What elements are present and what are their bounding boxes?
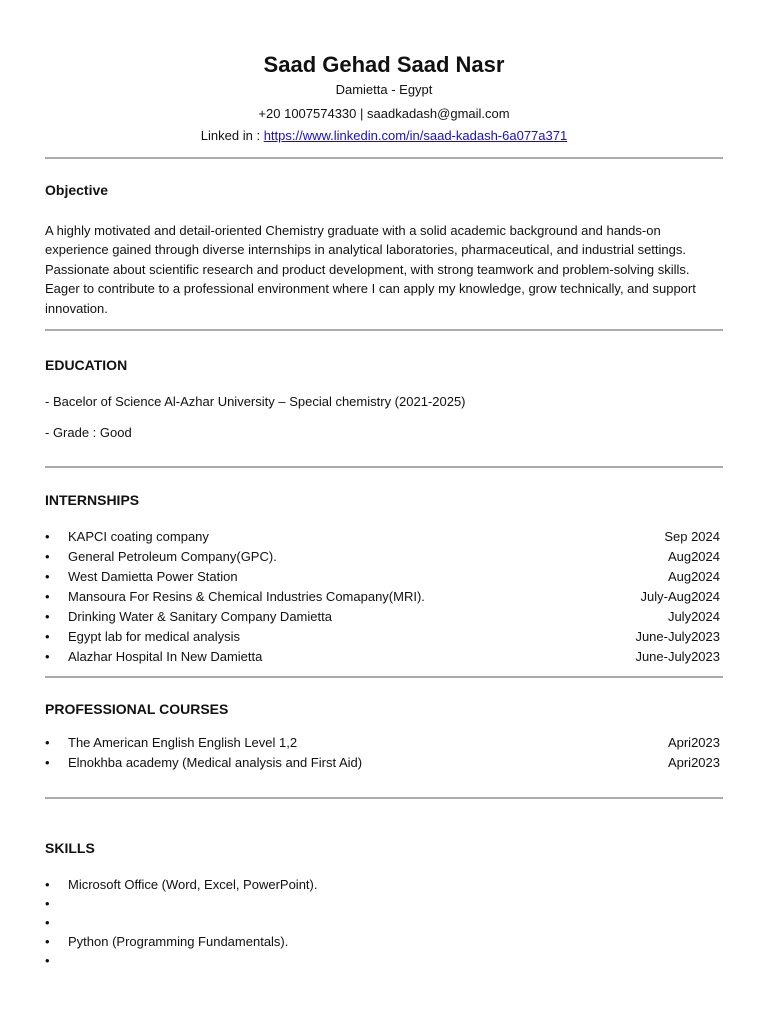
bullet-icon: • [45, 569, 50, 584]
list-item-date: Apri2023 [667, 755, 720, 770]
list-item-date: June-July2023 [635, 649, 720, 664]
list-item-label: Drinking Water & Sanitary Company Damietta [68, 609, 332, 624]
list-item-date: Aug2024 [667, 569, 720, 584]
bullet-icon: • [45, 755, 50, 770]
list-item-label: Python (Programming Fundamentals). [68, 934, 289, 949]
list-item-date: Apri2023 [667, 735, 720, 750]
internships-heading: INTERNSHIPS [45, 492, 140, 508]
list-item-text [45, 733, 297, 753]
list-item-date: Aug2024 [667, 549, 720, 564]
list-item-text [45, 875, 317, 894]
bullet-icon: • [45, 735, 50, 750]
divider [45, 676, 723, 678]
list-item-label: Alazhar Hospital In New Damietta [68, 649, 263, 664]
list-item [45, 647, 720, 667]
linkedin-row [0, 127, 768, 145]
list-item-label: West Damietta Power Station [68, 569, 238, 584]
list-item [45, 607, 720, 627]
bullet-icon: • [45, 915, 50, 930]
list-item-text [45, 627, 240, 647]
list-item [45, 627, 720, 647]
linkedin-label: Linked in : [200, 128, 261, 143]
list-item [45, 527, 720, 547]
education-heading: EDUCATION [45, 357, 128, 373]
list-item-text [45, 913, 68, 932]
bullet-icon: • [45, 934, 50, 949]
skills-heading: SKILLS [45, 840, 95, 856]
list-item [45, 753, 720, 773]
list-item [45, 567, 720, 587]
resume-name: Saad Gehad Saad Nasr [263, 52, 505, 77]
list-item [45, 587, 720, 607]
list-item [45, 932, 720, 951]
list-item-text [45, 647, 262, 667]
list-item-date: June-July2023 [635, 629, 720, 644]
bullet-icon: • [45, 629, 50, 644]
contact-separator: | [360, 106, 364, 121]
list-item [45, 894, 720, 913]
list-item-date: July2024 [667, 609, 720, 624]
linkedin-link[interactable]: https://www.linkedin.com/in/saad-kadash-6a077a371 [263, 128, 568, 143]
divider [45, 466, 723, 468]
email-address: saadkadash@gmail.com [367, 106, 510, 121]
list-item-label: Egypt lab for medical analysis [68, 629, 240, 644]
location: Damietta - Egypt [335, 82, 433, 97]
list-item-text [45, 894, 68, 913]
list-item-label: Mansoura For Resins & Chemical Industries Comapany(MRI). [68, 589, 425, 604]
list-item [45, 875, 720, 894]
list-item-label: Microsoft Office (Word, Excel, PowerPoint). [68, 877, 318, 892]
courses-list [45, 733, 720, 773]
list-item [45, 951, 720, 970]
bullet-icon: • [45, 877, 50, 892]
list-item-text [45, 587, 425, 607]
list-item-text [45, 932, 288, 951]
internships-list [45, 527, 720, 667]
bullet-icon: • [45, 609, 50, 624]
list-item-text [45, 547, 277, 567]
list-item-label: The American English English Level 1,2 [68, 735, 298, 750]
education-degree: - Bacelor of Science Al-Azhar University – Special chemistry (2021-2025) [45, 394, 466, 409]
list-item-text [45, 951, 68, 970]
list-item [45, 913, 720, 932]
list-item-text [45, 527, 209, 547]
divider [45, 797, 723, 799]
bullet-icon: • [45, 649, 50, 664]
list-item-label: Elnokhba academy (Medical analysis and First Aid) [68, 755, 363, 770]
education-grade: - Grade : Good [45, 425, 132, 440]
list-item-text [45, 567, 238, 587]
bullet-icon: • [45, 953, 50, 968]
contact-line [0, 105, 768, 123]
courses-heading: PROFESSIONAL COURSES [45, 701, 229, 717]
list-item-date: Sep 2024 [664, 529, 720, 544]
objective-heading: Objective [45, 182, 109, 198]
bullet-icon: • [45, 549, 50, 564]
list-item-date: July-Aug2024 [640, 589, 720, 604]
divider [45, 329, 723, 331]
bullet-icon: • [45, 529, 50, 544]
list-item-text [45, 607, 332, 627]
objective-text: A highly motivated and detail-oriented Chemistry graduate with a solid academic background and hands-on experience gained through diverse internships in analytical laboratories, pharmaceutical, and industrial settings. Passionate about scientific research and product development, with strong teamwork and problem-solving skills. Eager to contribute to a professional environment where I can apply my knowledge, grow technically, and support innovation. [45, 223, 696, 316]
list-item [45, 547, 720, 567]
bullet-icon: • [45, 896, 50, 911]
list-item-text [45, 753, 362, 773]
list-item-label: General Petroleum Company(GPC). [68, 549, 277, 564]
phone-number: +20 1007574330 [258, 106, 357, 121]
divider [45, 157, 723, 159]
list-item [45, 733, 720, 753]
list-item-label: KAPCI coating company [68, 529, 209, 544]
skills-list [45, 875, 720, 970]
bullet-icon: • [45, 589, 50, 604]
